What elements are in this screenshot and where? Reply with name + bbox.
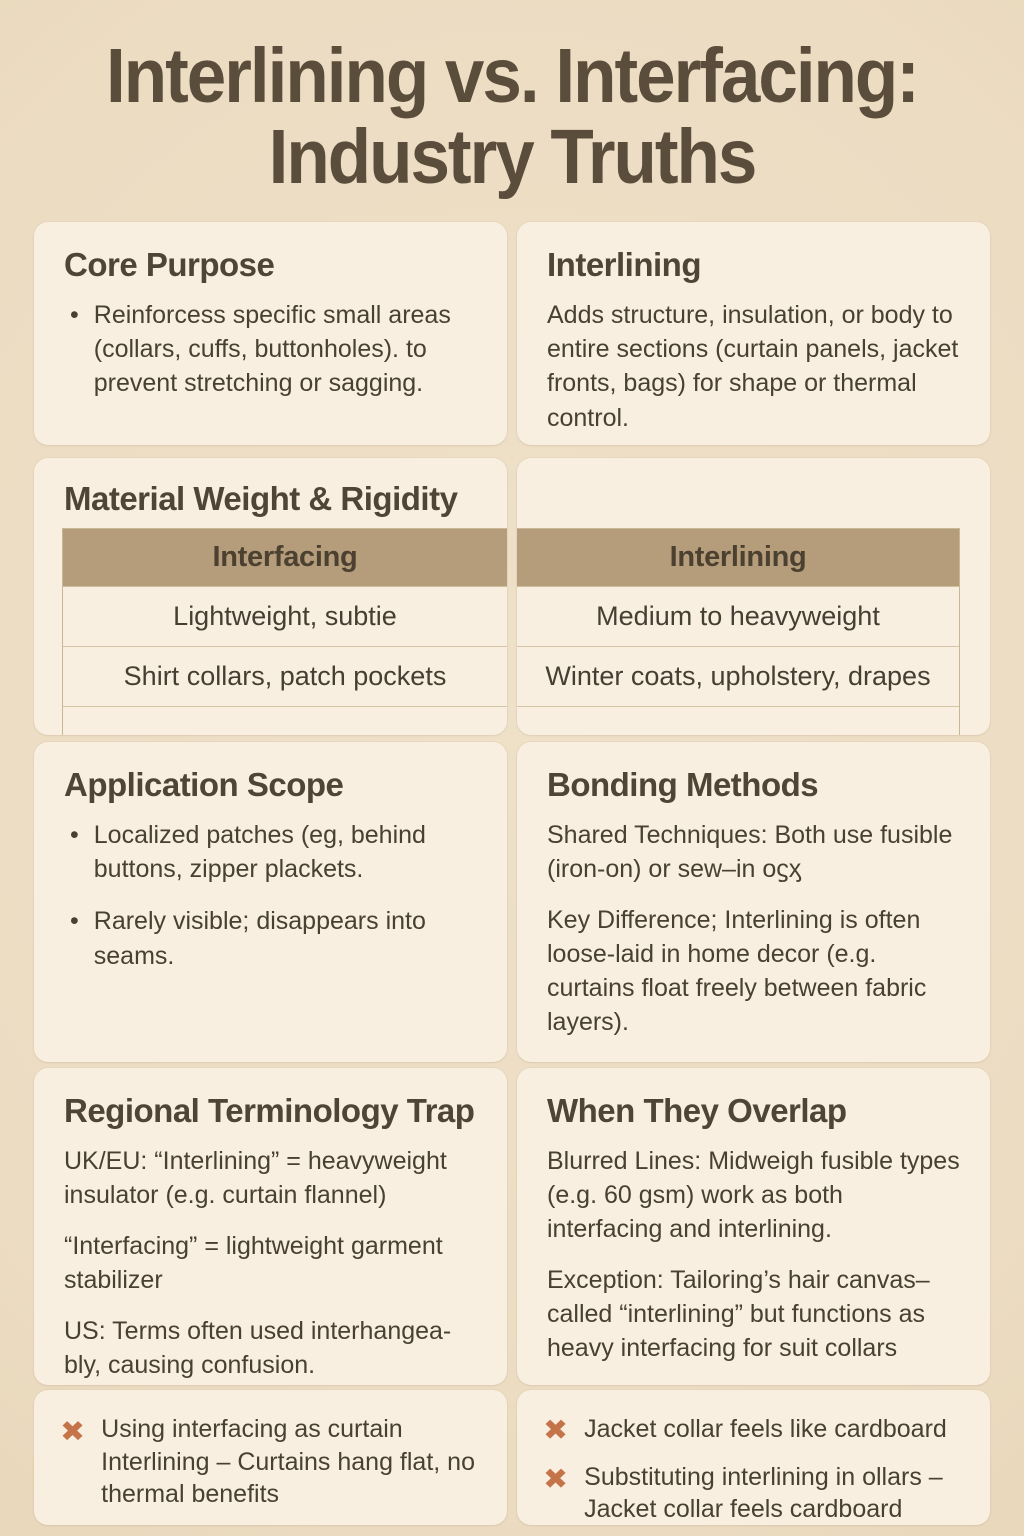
row-regional-overlap — [34, 1068, 990, 1385]
list-item — [70, 818, 481, 887]
mistake-text: Using interfacing as curtain Interlining – Curtains hang flat, no thermal benefits — [101, 1415, 475, 1508]
table-cell: Winter coats, upholstery, drapes — [517, 646, 959, 706]
table-cell: Lightweight, subtie — [63, 586, 507, 646]
x-icon: ✖ — [543, 1414, 569, 1447]
row-mistakes — [34, 1390, 990, 1525]
table-header-interlining: Interlining — [517, 529, 959, 586]
card-when-overlap — [517, 1068, 990, 1385]
page-title-line-1: Interlining vs. Interfacing: — [106, 33, 918, 120]
card-regional-terminology — [34, 1068, 507, 1385]
list-item — [543, 1412, 966, 1450]
heading-material-weight: Material Weight & Rigidity — [64, 480, 458, 517]
mistake-text: Substituting interlining in ollars – Jacket collar feels cardboard — [584, 1462, 943, 1523]
overlap-paragraph: Exception: Tailoring’s hair canvas– called “interlining” but functions as heavy interfacing for suit collars — [547, 1265, 930, 1362]
list-item — [543, 1460, 966, 1526]
heading-bonding-methods: Bonding Methods — [547, 766, 819, 803]
card-bonding-methods — [517, 742, 990, 1062]
table-empty-row — [63, 706, 507, 735]
bonding-paragraph: Shared Techniques: Both use fusible (iron-on) or sew–in oϛӽ — [547, 820, 953, 883]
bullet-icon: • — [70, 907, 79, 936]
card-core-purpose — [34, 222, 507, 445]
bonding-paragraph: Key Difference; Interlining is often loose-laid in home decor (e.g. curtains float freely between fabric layers). — [547, 905, 927, 1036]
heading-interlining: Interlining — [547, 246, 701, 283]
row-scope-bonding — [34, 742, 990, 1062]
heading-core-purpose: Core Purpose — [64, 246, 275, 283]
list-item — [70, 298, 481, 401]
regional-paragraph: US: Terms often used interhangea-bly, causing confusion. — [64, 1316, 452, 1379]
card-material-right — [517, 458, 990, 735]
interlining-description: Adds structure, insulation, or body to entire sections (curtain panels, jacket fronts, bags) for shape or thermal control. — [547, 300, 959, 432]
row-core-purpose-interlining — [34, 222, 990, 445]
heading-when-overlap: When They Overlap — [547, 1092, 847, 1129]
row-material-table — [34, 458, 990, 735]
card-mistakes-right — [517, 1390, 990, 1525]
heading-application-scope: Application Scope — [64, 766, 344, 803]
bullet-icon: • — [70, 300, 79, 329]
heading-regional-terminology: Regional Terminology Trap — [64, 1092, 475, 1129]
card-application-scope — [34, 742, 507, 1062]
x-icon: ✖ — [543, 1463, 569, 1495]
page-title — [34, 14, 990, 222]
regional-paragraph: “Interfacing” = lightweight garment stabilizer — [64, 1231, 443, 1294]
list-item — [60, 1412, 483, 1511]
list-item — [70, 904, 481, 973]
table-cell: Shirt collars, patch pockets — [63, 646, 507, 706]
card-material-left — [34, 458, 507, 735]
card-interlining — [517, 222, 990, 445]
table-header-interfacing: Interfacing — [63, 529, 507, 586]
application-scope-bullet: Rarely visible; disappears into seams. — [93, 907, 426, 970]
table-interlining-column — [517, 528, 960, 735]
regional-paragraph: UK/EU: “Interlining” = heavyweight insulator (e.g. curtain flannel) — [64, 1146, 447, 1209]
table-empty-row — [517, 706, 959, 735]
bullet-icon: • — [70, 820, 79, 849]
x-icon: ✖ — [60, 1416, 86, 1448]
table-cell: Medium to heavyweight — [517, 586, 959, 646]
overlap-paragraph: Blurred Lines: Midweigh fusible types (e.g. 60 gsm) work as both interfacing and interlining. — [547, 1146, 960, 1243]
card-mistakes-left — [34, 1390, 507, 1525]
table-interfacing-column — [62, 528, 507, 735]
application-scope-bullet: Localized patches (eg, behind buttons, zipper plackets. — [93, 820, 426, 884]
core-purpose-bullet: Reinforcess specific small areas (collars, cuffs, buttonholes). to prevent stretching or sagging. — [93, 300, 451, 398]
mistake-text: Jacket collar feels like cardboard — [584, 1415, 947, 1443]
page-title-line-2: Industry Truths — [268, 114, 756, 201]
